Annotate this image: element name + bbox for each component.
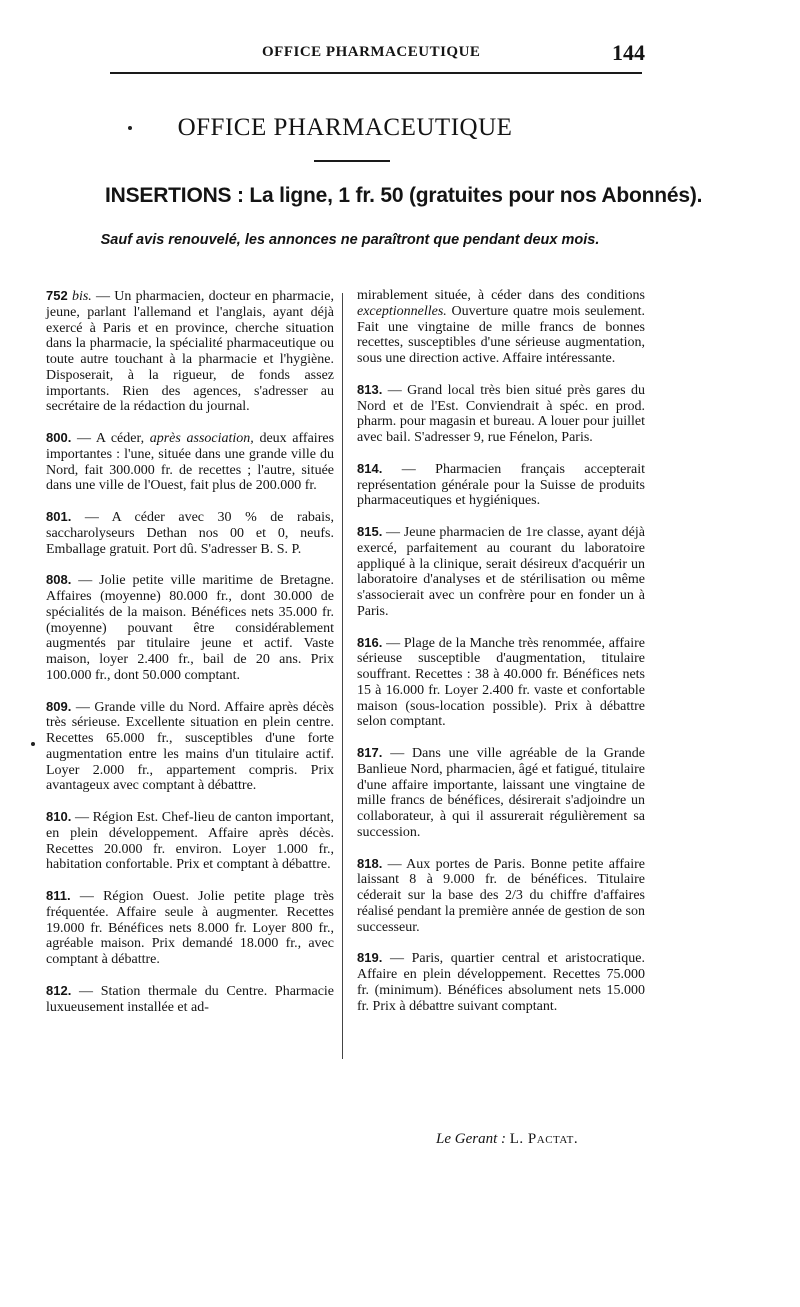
signature-name: L. Pactat. [509, 1131, 579, 1147]
ad-text: — Dans une ville agréable de la Grande Banlieue Nord, pharmacien, âgé et fatigué, titulaire d'une affaire importante, laissant une vingtaine de mille francs de bénéfices, désirerait s'adjoindre un collaborateur, à qui il assurerait régulièrement sa succession. [357, 746, 646, 840]
renewal-notice: Sauf avis renouvelé, les annonces ne paraîtront que pendant deux mois. [100, 232, 600, 248]
ad-text: — Jolie petite ville maritime de Bretagne. Affaires (moyenne) 80.000 fr., dont 30.000 de spécialités de la maison. Bénéfices nets 35.000 fr. (moyenne) pouvant être considérablement augmentés par titulaire jeune et actif. Vaste maison, loyer 2.400 fr., bail de 20 ans. Prix 100.000 fr., dont 50.000 comptant. [46, 573, 334, 683]
header-rule [110, 72, 642, 74]
ad-text: — Jeune pharmacien de 1re classe, ayant déjà exercé, parfaitement au courant du laboratoire appliqué à la clinique, serait désireux d'acquérir un laboratoire d'analyses et de stérilisation ou même s'associerait avec un confrère pour en fonder un à Paris. [357, 525, 645, 619]
ad-number: 800. [46, 430, 72, 445]
ad-text: — Grand local très bien situé près gares du Nord et de l'Est. Conviendrait à spéc. en prod. pharm. pour magasin et bureau. A louer pour juillet avec bail. S'adresser 9, rue Fénelon, Paris. [357, 382, 645, 445]
ad-number: 801. [46, 509, 72, 524]
classified-ad [357, 524, 645, 620]
print-speck [31, 742, 35, 746]
insertions-rate: INSERTIONS : La ligne, 1 fr. 50 (gratuites pour nos Abonnés). [105, 184, 703, 207]
column-divider [342, 293, 343, 1059]
classified-ad [46, 699, 334, 795]
ad-text: — Plage de la Manche très renommée, affaire sérieuse susceptible d'augmentation, titulaire souffrant. Recettes : 38 à 40.000 fr. Bénéfices nets 15 à 16.000 fr. Loyer 2.400 fr. vaste et confortable maison (sous-location possible). Prix à débattre selon comptant. [357, 635, 645, 730]
classified-ad [357, 950, 645, 1014]
ad-number: 813. [357, 381, 383, 397]
ad-text-lead: — A céder, [76, 431, 145, 446]
ad-number: 812. [46, 982, 72, 998]
ad-text: — Région Ouest. Jolie petite plage très fréquentée. Affaire seule à augmenter. Recettes 19.000 fr. Bénéfices nets 8.000 fr. Loyer 800 fr., agréable maison. Prix demandé 18.000 fr., avec comptant à débattre. [46, 889, 334, 967]
ad-text: — Grande ville du Nord. Affaire après décès très sérieuse. Excellente situation en plein centre. Recettes 65.000 fr., susceptibles d'une forte augmentation entre les mains d'un titulaire actif. Loyer 2.000 fr., appartement compris. Prix avantageux avec comptant à débattre. [46, 699, 335, 794]
classified-ad [357, 745, 645, 841]
ad-number: 811. [46, 888, 71, 903]
ad-number: 815. [357, 524, 383, 539]
ad-text: — Un pharmacien, docteur en pharmacie, jeune, parlant l'allemand et l'anglais, ayant déjà exercé à Paris et en province, cherche situation dans la pharmacie, la spécialité pharmaceutique ou toute autre touchant à la pharmacie et l'hygiène. Disposerait, à la rigueur, de fonds assez importants. Rien des agences, s'adresser au secrétaire de la rédaction du journal. [46, 289, 335, 415]
ad-number: 816. [357, 634, 383, 650]
ad-number: 814. [357, 460, 383, 476]
ad-text: — A céder avec 30 % de rabais, saccharolyseurs Dethan nos 00 et 0, neufs. Emballage gratuit. Port dû. S'adresser B. S. P. [46, 510, 334, 557]
ad-number-suffix: bis. [71, 289, 92, 304]
page-title: OFFICE PHARMACEUTIQUE [177, 114, 513, 141]
classified-ad [46, 572, 334, 683]
ad-number: 810. [46, 809, 72, 824]
ad-number: 817. [357, 745, 383, 760]
ad-text: — Aux portes de Paris. Bonne petite affaire laissant 8 à 9.000 fr. de bénéfices. Titulaire céderait sur la base des 2/3 du chiffre d'affaires réalisé pendant la première année de gestion de son successeur. [357, 856, 645, 935]
signature [436, 1131, 578, 1148]
classified-ad [357, 461, 645, 509]
classified-ad [357, 856, 645, 936]
ad-number: 818. [357, 855, 383, 871]
ad-text: — Paris, quartier central et aristocratique. Affaire en plein développement. Recettes 75.000 fr. (minimum). Bénéfices absolument nets 15.000 fr. Prix à débattre suivant comptant. [357, 951, 646, 1014]
ad-number: 809. [46, 698, 72, 714]
classified-ad [357, 382, 645, 446]
classified-ad [46, 509, 334, 557]
classified-ad [357, 635, 645, 731]
page-number: 144 [612, 40, 645, 65]
running-head [0, 40, 800, 66]
ad-text-lead: mirablement située, à céder dans des conditions [357, 288, 645, 303]
running-title: OFFICE PHARMACEUTIQUE [262, 44, 481, 60]
title-rule [314, 160, 390, 162]
ad-text: deux affaires importantes : l'une, située dans une grande ville du Nord, fait 300.000 fr. de recettes ; l'autre, située dans une ville de l'Ouest, fait plus de 200.000 fr. [46, 431, 335, 494]
ad-text: — Station thermale du Centre. Pharmacie luxueusement installée et ad- [46, 983, 335, 1015]
classified-ad [46, 288, 334, 415]
ad-number: 752 [46, 288, 68, 303]
classified-ad [46, 983, 334, 1016]
classified-ad [46, 430, 334, 494]
ad-text: Ouverture quatre mois seulement. Fait une vingtaine de mille francs de bonnes recettes, susceptibles d'une sérieuse augmentation, sous une direction active. Affaire intéressante. [357, 303, 646, 366]
classified-ad [46, 809, 334, 873]
classified-ad [46, 888, 334, 968]
classified-ad-continued [357, 288, 645, 367]
ad-number: 819. [357, 950, 383, 966]
ad-text-emphasis: exceptionnelles. [357, 303, 447, 319]
ad-text: — Pharmacien français accepterait représentation générale pour la Suisse de produits pharmaceutiques et hygiéniques. [357, 461, 645, 509]
signature-label: Le Gerant : [436, 1131, 506, 1147]
right-column [357, 288, 645, 1029]
left-column [46, 288, 334, 1030]
ad-text-emphasis: après association, [149, 431, 254, 446]
ad-text: — Région Est. Chef-lieu de canton important, en plein développement. Affaire après décès. Recettes 20.000 fr. environ. Loyer 1.000 fr., habitation confortable. Prix et comptant à débattre. [46, 810, 335, 873]
ad-number: 808. [46, 572, 72, 588]
